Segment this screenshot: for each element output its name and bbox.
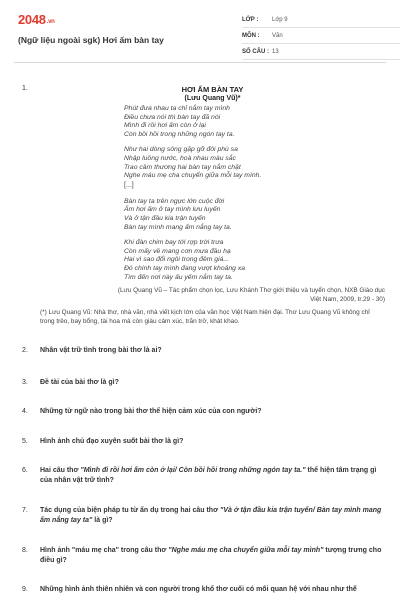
question-number: 7. bbox=[22, 507, 28, 514]
question-2 bbox=[22, 346, 384, 356]
question-quote: "Nghe máu mẹ cha chuyển giữa mỗi tay mình" bbox=[168, 547, 324, 554]
verse-line: Nghe máu mẹ cha chuyển giữa mỗi tay mình. bbox=[124, 172, 262, 180]
site-logo[interactable] bbox=[18, 12, 55, 27]
poem-author: (Lưu Quang Vũ)* bbox=[184, 95, 241, 102]
question-text-part: Hình ảnh chủ đạo xuyên suốt bài thơ là gì? bbox=[40, 438, 184, 445]
question-3 bbox=[22, 378, 384, 388]
meta-row-class bbox=[242, 12, 400, 28]
question-number: 6. bbox=[22, 467, 28, 474]
source-line: (Lưu Quang Vũ – Tác phẩm chọn lọc, Lưu Khánh Thơ giới thiệu và tuyển chọn, NXB Giáo dục bbox=[117, 287, 385, 295]
question-text-part: thể hiện tâm trạng gì của nhân vật trữ tình? bbox=[40, 467, 377, 484]
question-quote: "Và ở tận đầu kia trận tuyến/ Bàn tay mình mang ấm nắng tay ta" bbox=[40, 507, 382, 524]
question-text bbox=[40, 506, 384, 526]
question-text bbox=[40, 346, 384, 356]
question-text bbox=[40, 466, 384, 486]
question-quote: "Mình đi rồi hơi ấm còn ở lại/ Còn bồi hồi trong những ngón tay ta." bbox=[80, 467, 306, 474]
source-citation bbox=[40, 287, 385, 304]
question-5 bbox=[22, 437, 384, 447]
question-number: 3. bbox=[22, 379, 28, 386]
verse-line: Phút đưa nhau ta chỉ nắm tay mình bbox=[124, 105, 230, 112]
question-text-part: tượng trưng cho điều gì? bbox=[40, 547, 382, 564]
poem-body bbox=[124, 105, 385, 282]
source-line: Việt Nam, 2009, tr.29 - 30) bbox=[310, 295, 385, 303]
question-text-part: Hai câu thơ bbox=[40, 467, 81, 474]
meta-key: SỐ CÂU : bbox=[242, 48, 269, 55]
verse-line: Nhập luồng nước, hoà nhau màu sắc bbox=[124, 154, 236, 162]
verse-line: Như hai dòng sông gặp gỡ đôi phù sa bbox=[124, 146, 238, 154]
verse-line: Tìm đến nơi này ấu yếm nắm tay ta. bbox=[124, 273, 233, 281]
meta-value: 13 bbox=[272, 48, 279, 55]
question-text-part: Đề tài của bài thơ là gì? bbox=[40, 379, 119, 386]
question-4 bbox=[22, 407, 384, 417]
verse-line: Điều chưa nói thì bàn tay đã nói bbox=[124, 113, 221, 121]
verse-line: Mình đi rồi hơi ấm còn ở lại bbox=[124, 122, 206, 130]
document-title: (Ngữ liệu ngoài sgk) Hơi ấm bàn tay bbox=[18, 35, 164, 45]
verse-line: Ấm hơi ấm ở tay mình lưu luyến bbox=[124, 206, 221, 214]
question-text bbox=[40, 585, 384, 595]
verse-line: Khi đàn chim bay tới rợp trời trưa bbox=[124, 239, 224, 247]
question-number: 5. bbox=[22, 438, 28, 445]
question-9 bbox=[22, 585, 384, 595]
stanza bbox=[124, 239, 385, 282]
question-text bbox=[40, 437, 384, 447]
meta-value: Văn bbox=[272, 32, 283, 39]
meta-key: LỚP : bbox=[242, 16, 259, 23]
question-text bbox=[40, 378, 384, 388]
question-text-part: là gì? bbox=[92, 517, 113, 524]
verse-line: Và ở tận đầu kia trận tuyến bbox=[124, 214, 206, 222]
meta-key: MÔN : bbox=[242, 32, 260, 39]
question-number: 9. bbox=[22, 586, 28, 593]
page-header bbox=[14, 0, 386, 63]
question-text-part: Nhân vật trữ tình trong bài thơ là ai? bbox=[40, 347, 162, 354]
poem-passage bbox=[40, 85, 385, 326]
question-number: 4. bbox=[22, 408, 28, 415]
verse-line: Bàn tay ta trên ngực lớn cuộc đời bbox=[124, 197, 225, 205]
question-number: 8. bbox=[22, 547, 28, 554]
question-text-part: Tác dụng của biện pháp tu từ ẩn dụ trong hai câu thơ bbox=[40, 507, 220, 514]
omission-mark: [...] bbox=[124, 181, 134, 189]
question-number: 1. bbox=[22, 85, 28, 92]
verse-line: Trao cầm thương hai bàn tay nắm chặt bbox=[124, 163, 241, 171]
verse-line: Còn bồi hồi trong những ngón tay ta. bbox=[124, 130, 235, 138]
poem-title: HƠI ẤM BÀN TAY bbox=[181, 85, 244, 94]
author-note: (*) Lưu Quang Vũ: Nhà thơ, nhà văn, nhà viết kịch lớn của văn học Việt Nam hiện đại. Thơ Lưu Quang Vũ không chỉ trong trẻo, bay bổng, tài hoa mà còn giàu cảm xúc, trăn trở, khát khao. bbox=[40, 308, 370, 325]
meta-row-subject bbox=[242, 28, 400, 44]
question-6 bbox=[22, 466, 384, 486]
verse-line: Bàn tay mình mang ấm nắng tay ta. bbox=[124, 223, 232, 231]
logo-suffix: .vn bbox=[46, 19, 55, 25]
question-number: 2. bbox=[22, 347, 28, 354]
question-text bbox=[40, 546, 384, 566]
meta-table bbox=[242, 12, 400, 60]
stanza bbox=[124, 146, 385, 189]
stanza bbox=[124, 198, 385, 232]
question-text-part: Hình ảnh "máu mẹ cha" trong câu thơ bbox=[40, 547, 169, 554]
question-text-part: Những hình ảnh thiên nhiên và con người trong khổ thơ cuối có mối quan hệ với nhau như thế bbox=[40, 586, 357, 593]
question-text bbox=[40, 407, 384, 417]
verse-line: Hai vì sao đổi ngôi trong đêm giá... bbox=[124, 256, 230, 264]
logo-text: 2048 bbox=[18, 12, 46, 27]
question-7 bbox=[22, 506, 384, 526]
verse-line: Đó chính tay mình đang vượt khoảng xa bbox=[124, 264, 246, 272]
question-text-part: Những từ ngữ nào trong bài thơ thể hiện cảm xúc của con người? bbox=[40, 408, 262, 415]
verse-line: Còn mấy về mang cơn mưa đầu hạ bbox=[124, 247, 231, 255]
meta-row-count bbox=[242, 44, 400, 60]
meta-value: Lớp 9 bbox=[272, 16, 288, 23]
question-8 bbox=[22, 546, 384, 566]
stanza bbox=[124, 105, 385, 139]
